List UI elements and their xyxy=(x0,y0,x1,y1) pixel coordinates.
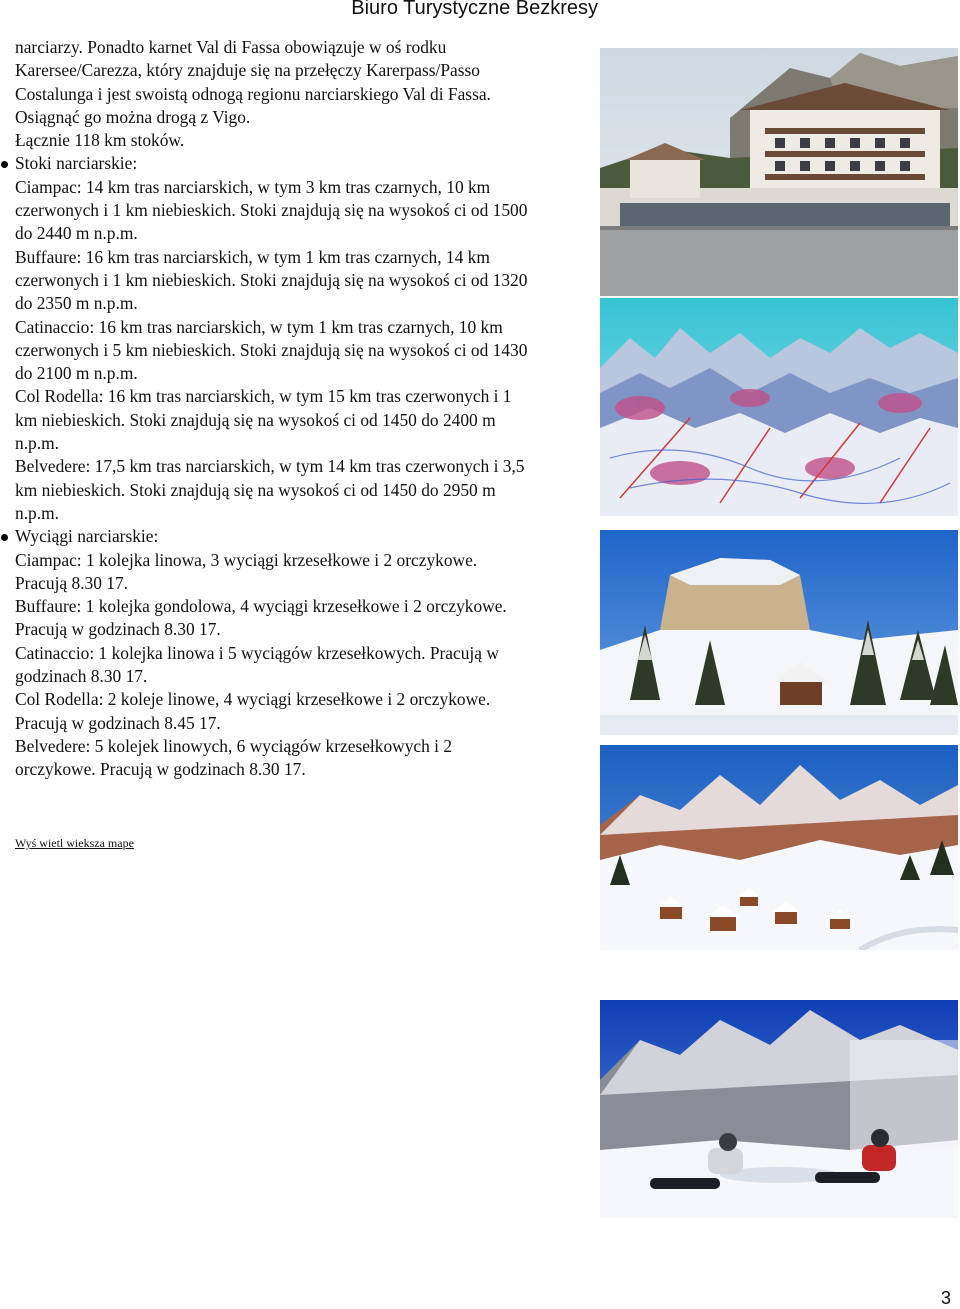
line-text: Belvedere: 5 kolejek linowych, 6 wyciągów krzesełkowych i 2 xyxy=(15,735,453,756)
text-line xyxy=(15,595,600,618)
text-line xyxy=(15,712,600,735)
line-text: Buffaure: 16 km tras narciarskich, w tym 1 km tras czarnych, 14 km xyxy=(15,246,490,267)
document-header: Biuro Turystyczne Bezkresy xyxy=(351,0,598,19)
view-larger-map-link[interactable]: Wyś wietl wieksza mape xyxy=(15,836,134,850)
text-line xyxy=(15,758,600,781)
line-text: km niebieskich. Stoki znajdują się na wysokoś ci od 1450 do 2950 m xyxy=(15,479,496,500)
line-text: Osiągnąć go można drogą z Vigo. xyxy=(15,106,251,127)
line-text: Catinaccio: 16 km tras narciarskich, w tym 1 km tras czarnych, 10 km xyxy=(15,316,503,337)
text-line xyxy=(15,176,600,199)
line-text: Col Rodella: 2 koleje linowe, 4 wyciągi krzesełkowe i 2 orczykowe. xyxy=(15,689,491,710)
line-text: do 2100 m n.p.m. xyxy=(15,363,138,384)
line-text: Col Rodella: 16 km tras narciarskich, w tym 15 km tras czerwonych i 1 xyxy=(15,386,512,407)
hotel-photo xyxy=(600,48,958,296)
text-line xyxy=(15,409,600,432)
text-line xyxy=(15,502,600,525)
line-text: Costalunga i jest swoistą odnogą regionu narciarskiego Val di Fassa. xyxy=(15,83,491,104)
text-line xyxy=(15,688,600,711)
text-line xyxy=(15,316,600,339)
line-text: Pracują w godzinach 8.30 17. xyxy=(15,619,221,640)
line-text: Catinaccio: 1 kolejka linowa i 5 wyciągów krzesełkowych. Pracują w xyxy=(15,642,499,663)
text-line xyxy=(15,269,600,292)
text-line xyxy=(15,106,600,129)
line-text: Pracują 8.30 17. xyxy=(15,572,129,593)
line-text: do 2440 m n.p.m. xyxy=(15,223,138,244)
page-number: 3 xyxy=(941,1288,952,1308)
text-line xyxy=(15,618,600,641)
snowboarders-photo xyxy=(600,1000,958,1218)
line-text: orczykowe. Pracują w godzinach 8.30 17. xyxy=(15,759,306,780)
text-line xyxy=(15,362,600,385)
line-text: Ciampac: 1 kolejka linowa, 3 wyciągi krzesełkowe i 2 orczykowe. xyxy=(15,549,478,570)
text-line xyxy=(15,455,600,478)
bullet-heading xyxy=(15,152,600,175)
text-line xyxy=(15,432,600,455)
text-line xyxy=(15,735,600,758)
line-text: Ciampac: 14 km tras narciarskich, w tym 3 km tras czarnych, 10 km xyxy=(15,176,491,197)
bullet-icon xyxy=(1,161,8,168)
text-line xyxy=(15,292,600,315)
text-line xyxy=(15,59,600,82)
text-column xyxy=(15,36,600,782)
text-line xyxy=(15,572,600,595)
text-line xyxy=(15,479,600,502)
line-text: Wyciągi narciarskie: xyxy=(15,526,159,547)
line-text: godzinach 8.30 17. xyxy=(15,666,148,687)
text-line xyxy=(15,129,600,152)
line-text: Belvedere: 17,5 km tras narciarskich, w tym 14 km tras czerwonych i 3,5 xyxy=(15,456,525,477)
line-text: Stoki narciarskie: xyxy=(15,153,138,174)
line-text: Karersee/Carezza, który znajduje się na przełęczy Karerpass/Passo xyxy=(15,60,480,81)
line-text: Buffaure: 1 kolejka gondolowa, 4 wyciągi krzesełkowe i 2 orczykowe. xyxy=(15,596,507,617)
bullet-heading xyxy=(15,525,600,548)
line-text: do 2350 m n.p.m. xyxy=(15,293,138,314)
text-line xyxy=(15,549,600,572)
ski-area-map-image xyxy=(600,298,958,516)
text-line xyxy=(15,642,600,665)
line-text: Łącznie 118 km stoków. xyxy=(15,130,185,151)
text-line xyxy=(15,83,600,106)
text-line xyxy=(15,385,600,408)
line-text: czerwonych i 1 km niebieskich. Stoki znajdują się na wysokoś ci od 1500 xyxy=(15,200,528,221)
line-text: czerwonych i 5 km niebieskich. Stoki znajdują się na wysokoś ci od 1430 xyxy=(15,339,528,360)
text-line xyxy=(15,246,600,269)
text-line xyxy=(15,222,600,245)
line-text: n.p.m. xyxy=(15,502,59,523)
text-line xyxy=(15,339,600,362)
text-line xyxy=(15,199,600,222)
line-text: czerwonych i 1 km niebieskich. Stoki znajdują się na wysokoś ci od 1320 xyxy=(15,269,528,290)
line-text: km niebieskich. Stoki znajdują się na wysokoś ci od 1450 do 2400 m xyxy=(15,409,496,430)
bullet-icon xyxy=(1,534,8,541)
line-text: n.p.m. xyxy=(15,433,59,454)
line-text: narciarzy. Ponadto karnet Val di Fassa obowiązuje w oś rodku xyxy=(15,37,447,57)
line-text: Pracują w godzinach 8.45 17. xyxy=(15,712,221,733)
alpine-village-photo xyxy=(600,745,958,950)
winter-cabin-photo xyxy=(600,530,958,735)
text-line xyxy=(15,665,600,688)
text-line xyxy=(15,36,600,59)
